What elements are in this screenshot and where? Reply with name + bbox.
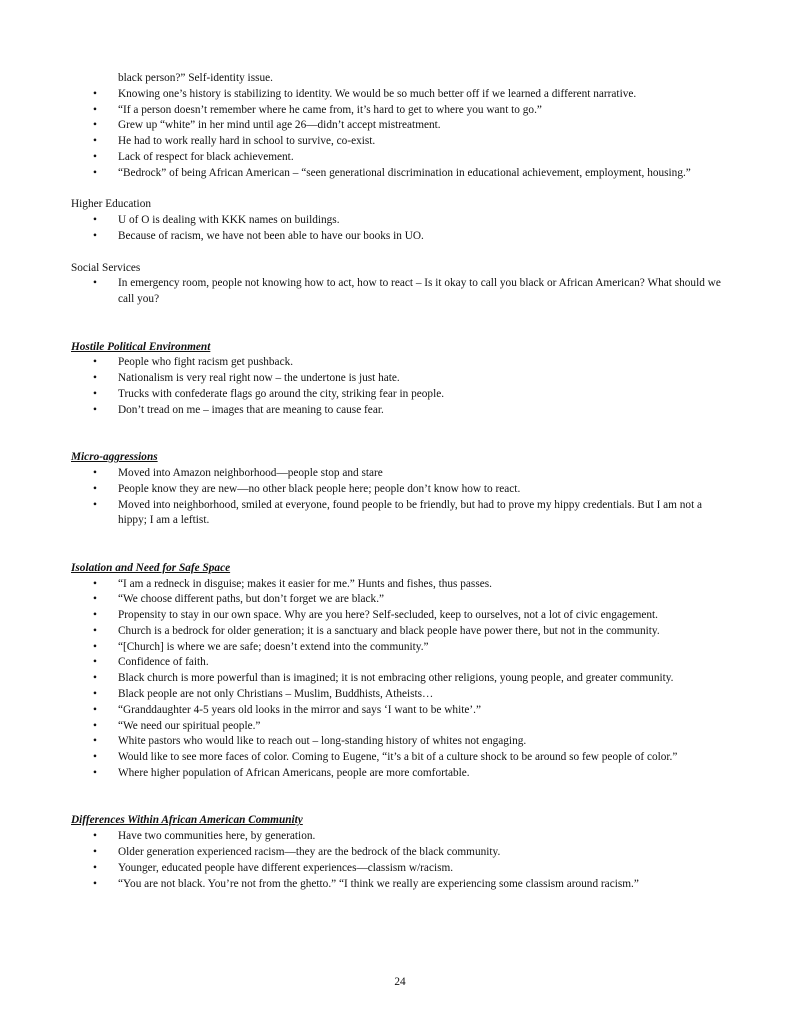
list-item: • “[Church] is where we are safe; doesn’t extend into the community.” — [71, 640, 731, 656]
micro-aggressions-heading: Micro-aggressions — [71, 451, 158, 464]
list-item: • Black people are not only Christians – Muslim, Buddhists, Atheists… — [71, 687, 731, 703]
list-item: • Moved into Amazon neighborhood—people stop and stare — [71, 466, 731, 482]
continued-line: black person?” Self-identity issue. — [118, 72, 273, 84]
list-item: • Church is a bedrock for older generation; it is a sanctuary and black people have power there, but not in the community. — [71, 624, 731, 640]
list-item: • Nationalism is very real right now – the undertone is just hate. — [71, 371, 731, 387]
list-item: • “We choose different paths, but don’t forget we are black.” — [71, 592, 731, 608]
micro-aggressions-list — [71, 466, 731, 529]
list-item: • People know they are new—no other black people here; people don’t know how to react. — [71, 482, 731, 498]
list-item: • “Granddaughter 4-5 years old looks in the mirror and says ‘I want to be white’.” — [71, 703, 731, 719]
list-item: • Propensity to stay in our own space. Why are you here? Self-secluded, keep to ourselves, not a lot of civic engagement. — [71, 608, 731, 624]
list-item: • Because of racism, we have not been able to have our books in UO. — [71, 229, 731, 245]
list-item: • Confidence of faith. — [71, 655, 731, 671]
list-item: • “If a person doesn’t remember where he came from, it’s hard to get to where you want to go.” — [71, 103, 731, 119]
list-item: • “We need our spiritual people.” — [71, 719, 731, 735]
social-services-heading: Social Services — [71, 261, 141, 274]
social-services-list — [71, 276, 731, 308]
list-item: • “I am a redneck in disguise; makes it easier for me.” Hunts and fishes, thus passes. — [71, 577, 731, 593]
list-item: • Trucks with confederate flags go around the city, striking fear in people. — [71, 387, 731, 403]
list-item: • Where higher population of African Americans, people are more comfortable. — [71, 766, 731, 782]
list-item: • White pastors who would like to reach out – long-standing history of whites not engaging. — [71, 734, 731, 750]
isolation-list — [71, 577, 731, 782]
higher-education-heading: Higher Education — [71, 198, 151, 211]
intro-list — [71, 87, 731, 182]
list-item: • Grew up “white” in her mind until age 26—didn’t accept mistreatment. — [71, 118, 731, 134]
differences-heading: Differences Within African American Community — [71, 814, 303, 827]
list-item: • Older generation experienced racism—they are the bedrock of the black community. — [71, 845, 731, 861]
list-item: • In emergency room, people not knowing how to act, how to react – Is it okay to call you black or African American? What should we call you? — [71, 276, 731, 308]
list-item: • He had to work really hard in school to survive, co-exist. — [71, 134, 731, 150]
isolation-heading: Isolation and Need for Safe Space — [71, 561, 231, 574]
list-item: • “Bedrock” of being African American – “seen generational discrimination in educational achievement, employment, housing.” — [71, 166, 731, 182]
page-content — [71, 71, 731, 892]
list-item: • Lack of respect for black achievement. — [71, 150, 731, 166]
hostile-environment-list — [71, 355, 731, 418]
list-item: • U of O is dealing with KKK names on buildings. — [71, 213, 731, 229]
hostile-environment-heading: Hostile Political Environment — [71, 340, 211, 353]
list-item: • “You are not black. You’re not from the ghetto.” “I think we really are experiencing some classism around racism.” — [71, 877, 731, 893]
differences-list — [71, 829, 731, 892]
list-item: • Knowing one’s history is stabilizing to identity. We would be so much better off if we learned a different narrative. — [71, 87, 731, 103]
list-item: • Don’t tread on me – images that are meaning to cause fear. — [71, 403, 731, 419]
list-item: • Have two communities here, by generation. — [71, 829, 731, 845]
list-item: • People who fight racism get pushback. — [71, 355, 731, 371]
list-item: • Younger, educated people have different experiences—classism w/racism. — [71, 861, 731, 877]
higher-education-list — [71, 213, 731, 245]
page-number: 24 — [394, 976, 406, 988]
list-item: • Black church is more powerful than is imagined; it is not embracing other religions, young people, and greater community. — [71, 671, 731, 687]
list-item: • Would like to see more faces of color. Coming to Eugene, “it’s a bit of a culture shock to be around so few people of color.” — [71, 750, 731, 766]
list-item: • Moved into neighborhood, smiled at everyone, found people to be friendly, but had to prove my hippy credentials. But I am not a hippy; I am a leftist. — [71, 498, 731, 530]
